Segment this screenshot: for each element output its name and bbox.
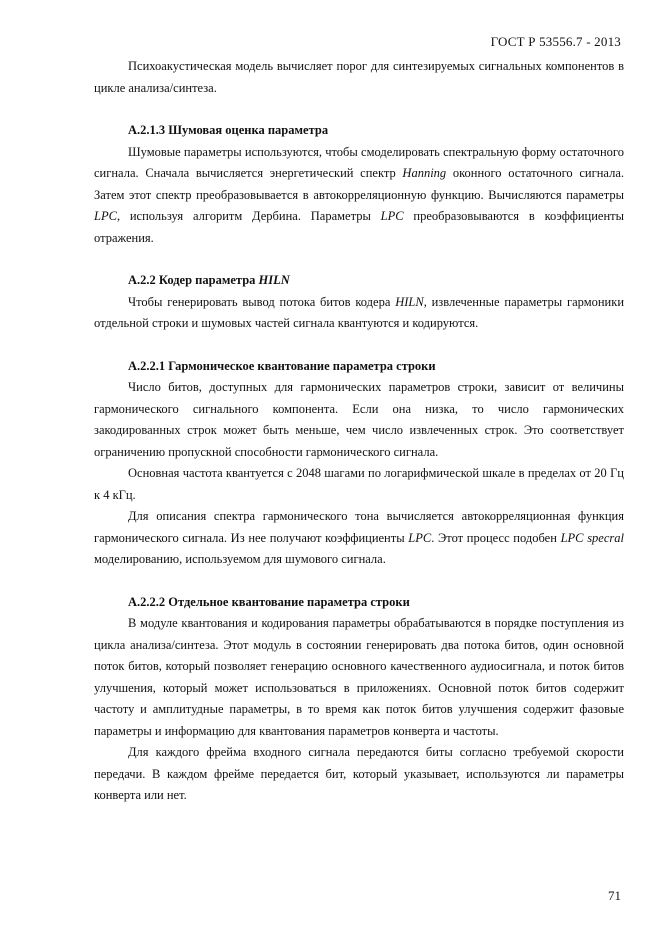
text-run: А.2.2 Кодер параметра: [128, 273, 259, 287]
text-run: А.2.2.1 Гармоническое квантование параметра строки: [128, 358, 436, 373]
paragraph: [94, 742, 624, 807]
section-spacer: [94, 99, 624, 120]
paragraph: [94, 142, 624, 250]
heading-harmonic-quantization: [94, 356, 624, 378]
italic-term: Hanning: [402, 166, 447, 180]
italic-term: HILN: [258, 273, 290, 287]
paragraph: [94, 56, 624, 99]
section-spacer: [94, 335, 624, 356]
heading-noise-estimation: [94, 120, 624, 142]
italic-term: HILN: [395, 294, 424, 309]
page-body: [94, 56, 624, 807]
text-run: , извлеченные параметры гармоники отдельной строки и шумовых частей сигнала квантуются и кодируются.: [94, 294, 625, 330]
text-run: Для описания спектра гармонического тона вычисляется автокорреляционная функция гармонического сигнала. Из нее получают коэффициенты: [94, 509, 624, 545]
page-number: 71: [608, 888, 621, 903]
heading-individual-line-quantization: [94, 592, 624, 614]
paragraph: [94, 463, 624, 506]
text-run: моделированию, используемом для шумового сигнала.: [94, 552, 386, 566]
italic-term: LPC: [408, 530, 432, 545]
text-run: Психоакустическая модель вычисляет порог для синтезируемых сигнальных компонентов в цикле анализа/синтеза.: [94, 59, 624, 95]
paragraph: [94, 506, 624, 571]
text-run: Для каждого фрейма входного сигнала передаются биты согласно требуемой скорости передачи. В каждом фрейме передается бит, который указывает, используются ли параметры конверта или нет.: [94, 745, 624, 802]
text-run: Число битов, доступных для гармонических параметров строки, зависит от величины гармонического сигнального компонента. Если она низка, то число гармонических закодированных строк может быть меньше, чем число извлеченных строк. Это соответствует ограничению пропускной способности гармонического сигнала.: [94, 380, 624, 459]
text-run: . Этот процесс подобен: [431, 530, 561, 545]
text-run: А.2.1.3 Шумовая оценка параметра: [128, 123, 329, 137]
text-run: А.2.2.2 Отдельное квантование параметра строки: [128, 594, 410, 609]
italic-term: LPC: [94, 209, 117, 223]
text-run: В модуле квантования и кодирования параметры обрабатываются в порядке поступления из цикла анализа/синтеза. Этот модуль в состоянии генерировать два потока битов, один основной поток битов, который позволяет генерацию основного качественного аудиосигнала, и поток битов улучшения, который может использоваться в приложениях. Основной поток битов содержит частоту и амплитудные параметры, в то время как поток битов улучшения содержит фазовые параметры и информацию для квантования параметров конверта и частоты.: [94, 616, 624, 738]
text-run: Шумовые параметры используются, чтобы смоделировать спектральную форму остаточного сигнала. Сначала вычисляется энергетический спектр: [94, 144, 624, 180]
document-header: ГОСТ Р 53556.7 - 2013: [490, 34, 621, 49]
italic-term: LPC specral: [560, 530, 624, 545]
section-spacer: [94, 249, 624, 270]
section-spacer: [94, 571, 624, 592]
paragraph: [94, 377, 624, 463]
italic-term: LPC: [380, 209, 404, 223]
paragraph: [94, 292, 624, 335]
text-run: , используя алгоритм Дербина. Параметры: [116, 209, 381, 223]
heading-hiln-encoder: [94, 270, 624, 292]
paragraph: [94, 613, 624, 742]
text-run: Основная частота квантуется с 2048 шагами по логарифмической шкале в пределах от 20 Гц к 4 кГц.: [94, 466, 624, 502]
text-run: оконного остаточного сигнала. Затем этот спектр преобразовывается в автокорреляционную функцию. Вычисляются параметры: [94, 166, 624, 202]
text-run: преобразовываются в коэффициенты отражения.: [94, 209, 624, 245]
text-run: Чтобы генерировать вывод потока битов кодера: [128, 294, 396, 309]
